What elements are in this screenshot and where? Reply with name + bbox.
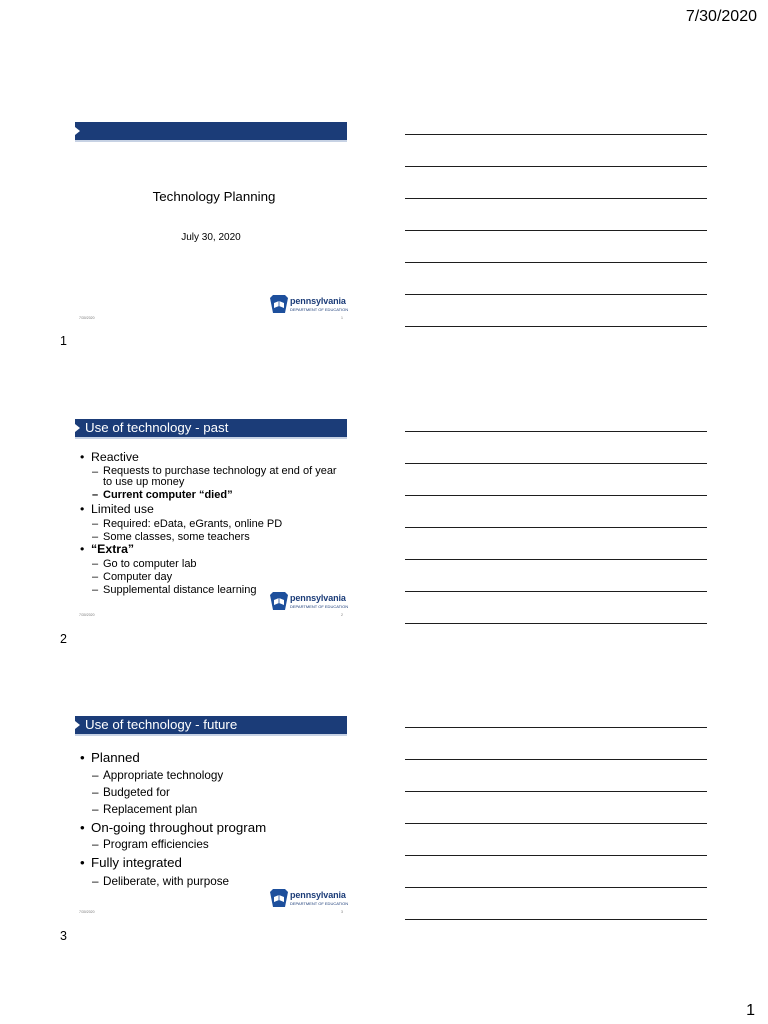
note-line: [405, 727, 707, 728]
logo-subtitle: DEPARTMENT OF EDUCATION: [290, 604, 349, 609]
note-line: [405, 759, 707, 760]
slide-footer-date: 7/30/2020: [79, 316, 95, 320]
note-line: [405, 463, 707, 464]
sub-bullet-marker: –: [92, 786, 99, 799]
slide-footer-date: 7/30/2020: [79, 910, 95, 914]
sub-bullet-marker: –: [92, 769, 99, 782]
slide-footer-number: 3: [341, 910, 343, 914]
slide-title: Use of technology - past: [85, 420, 229, 435]
sub-bullet-text: Program efficiencies: [103, 838, 209, 851]
bullet-item: [80, 502, 154, 517]
sub-bullet-text: Requests to purchase technology at end of year to use up money: [103, 465, 337, 488]
slide-2: [75, 419, 347, 621]
logo-name: pennsylvania: [290, 593, 346, 603]
slide-title-bar: [75, 419, 347, 437]
sub-bullet-marker: –: [92, 875, 99, 888]
sub-bullet-item: [92, 769, 223, 782]
sub-bullet-item: [92, 489, 233, 501]
slide-title-bar: [75, 716, 347, 734]
note-line: [405, 326, 707, 327]
note-line: [405, 855, 707, 856]
bar-arrow-icon: [75, 127, 80, 135]
sub-bullet-marker: –: [92, 518, 99, 530]
sub-bullet-text: Supplemental distance learning: [103, 584, 257, 596]
bullet-marker: •: [80, 542, 85, 556]
bullet-item: [80, 450, 139, 465]
slide-3: [75, 716, 347, 918]
slide-footer-date: 7/30/2020: [79, 613, 95, 617]
slide-footer-number: 1: [341, 316, 343, 320]
bullet-text: On-going throughout program: [91, 820, 267, 835]
sub-bullet-marker: –: [92, 466, 99, 478]
bullet-text: Reactive: [91, 450, 139, 464]
note-line: [405, 230, 707, 231]
note-line: [405, 791, 707, 792]
sub-bullet-text: Budgeted for: [103, 786, 170, 799]
bullet-item: [80, 542, 134, 557]
logo-subtitle: DEPARTMENT OF EDUCATION: [290, 307, 349, 312]
sub-bullet-item: [92, 584, 257, 596]
sub-bullet-marker: –: [92, 584, 99, 596]
note-line: [405, 591, 707, 592]
logo-name: pennsylvania: [290, 296, 346, 306]
sub-bullet-text: Appropriate technology: [103, 769, 224, 782]
slide-number-label: 2: [60, 632, 67, 646]
note-line: [405, 823, 707, 824]
bullet-text: Limited use: [91, 502, 154, 516]
slide-1: [75, 122, 347, 324]
pennsylvania-logo: [270, 295, 347, 314]
page-date: 7/30/2020: [685, 8, 757, 25]
logo-subtitle: DEPARTMENT OF EDUCATION: [290, 901, 349, 906]
bullet-item: [80, 750, 140, 766]
sub-bullet-item: [92, 558, 197, 570]
sub-bullet-marker: –: [92, 558, 99, 570]
keystone-icon: [270, 592, 288, 610]
note-line: [405, 166, 707, 167]
sub-bullet-item: [92, 803, 197, 816]
bullet-item: [80, 855, 182, 871]
bullet-marker: •: [80, 450, 85, 464]
sub-bullet-item: [92, 786, 170, 799]
keystone-icon: [270, 889, 288, 907]
bar-arrow-icon: [75, 424, 80, 432]
bullet-item: [80, 820, 266, 836]
bar-arrow-icon: [75, 721, 80, 729]
slide-title-bar: [75, 122, 347, 140]
bullet-text: Planned: [91, 750, 140, 765]
pennsylvania-logo: [270, 592, 347, 611]
sub-bullet-text: Required: eData, eGrants, online PD: [103, 518, 283, 530]
bullet-marker: •: [80, 855, 85, 870]
note-line: [405, 919, 707, 920]
note-line: [405, 431, 707, 432]
note-line: [405, 887, 707, 888]
note-line: [405, 134, 707, 135]
bullet-text: “Extra”: [91, 542, 135, 556]
sub-bullet-text: Computer day: [103, 571, 173, 583]
note-line: [405, 294, 707, 295]
bullet-text: Fully integrated: [91, 855, 182, 870]
note-line: [405, 495, 707, 496]
sub-bullet-marker: –: [92, 803, 99, 816]
slide-title: Technology Planning: [152, 189, 276, 204]
sub-bullet-item: [92, 571, 172, 583]
slide-title: Use of technology - future: [85, 717, 238, 732]
page-number: 1: [746, 1002, 755, 1019]
sub-bullet-item: [92, 838, 209, 851]
bullet-marker: •: [80, 750, 85, 765]
slide-number-label: 3: [60, 929, 67, 943]
note-line: [405, 262, 707, 263]
slide-subtitle: July 30, 2020: [181, 232, 241, 243]
sub-bullet-text: Some classes, some teachers: [103, 531, 250, 543]
sub-bullet-marker: –: [92, 571, 99, 583]
sub-bullet-text: Current computer “died”: [103, 489, 233, 501]
sub-bullet-item: [92, 518, 282, 530]
sub-bullet-item: [92, 875, 229, 888]
sub-bullet-text: Deliberate, with purpose: [103, 875, 230, 888]
note-line: [405, 559, 707, 560]
logo-name: pennsylvania: [290, 890, 346, 900]
keystone-icon: [270, 295, 288, 313]
note-line: [405, 198, 707, 199]
sub-bullet-marker: –: [92, 489, 99, 501]
sub-bullet-item: [92, 466, 339, 487]
slide-number-label: 1: [60, 334, 67, 348]
pennsylvania-logo: [270, 889, 347, 908]
slide-footer-number: 2: [341, 613, 343, 617]
sub-bullet-text: Go to computer lab: [103, 558, 197, 570]
sub-bullet-marker: –: [92, 838, 99, 851]
bullet-marker: •: [80, 820, 85, 835]
sub-bullet-text: Replacement plan: [103, 803, 198, 816]
note-line: [405, 623, 707, 624]
sub-bullet-marker: –: [92, 531, 99, 543]
note-line: [405, 527, 707, 528]
bullet-marker: •: [80, 502, 85, 516]
